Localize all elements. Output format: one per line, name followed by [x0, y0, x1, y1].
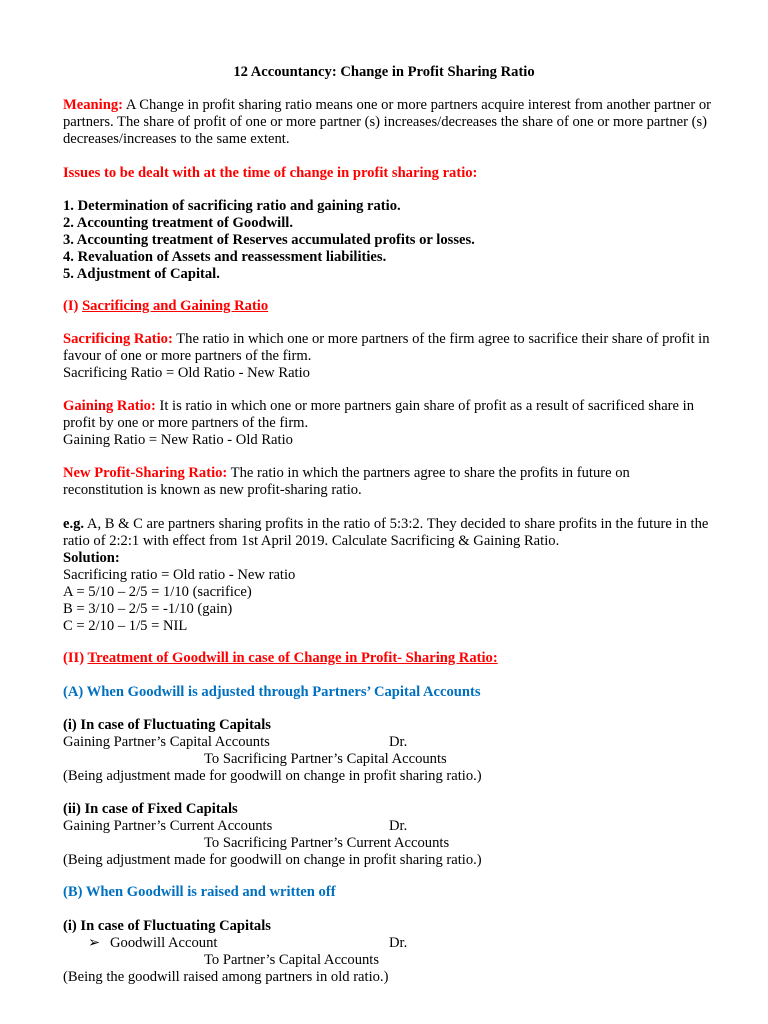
gaining-ratio-text: It is ratio in which one or more partners gain share of profit as a result of sacrificed share in profit by one or more partners of the firm. [63, 398, 695, 431]
dr-label: Dr. [389, 935, 408, 951]
section-1-heading [63, 298, 713, 315]
meaning-paragraph [63, 97, 713, 148]
issues-heading: Issues to be dealt with at the time of change in profit sharing ratio: [63, 165, 478, 181]
gaining-ratio-formula: Gaining Ratio = New Ratio - Old Ratio [63, 432, 293, 448]
issues-item: 2. Accounting treatment of Goodwill. [63, 215, 293, 231]
section-1-number: (I) [63, 298, 79, 314]
example-text: A, B & C are partners sharing profits in the ratio of 5:3:2. They decided to share profits in the future in the ratio of 2:2:1 with effect from 1st April 2019. Calculate Sacrificing & Gaining Ratio. [63, 516, 709, 549]
credit-account: To Partner’s Capital Accounts [204, 952, 380, 968]
credit-account: To Sacrificing Partner’s Capital Accounts [204, 751, 447, 767]
gaining-ratio-label: Gaining Ratio: [63, 398, 156, 414]
issues-item: 4. Revaluation of Assets and reassessment liabilities. [63, 249, 387, 265]
issues-item: 3. Accounting treatment of Reserves accumulated profits or losses. [63, 232, 475, 248]
entry-heading: (ii) In case of Fixed Capitals [63, 801, 238, 817]
new-ratio-text: The ratio in which the partners agree to share the profits in future on reconstitution is known as new profit-sharing ratio. [63, 465, 630, 498]
solution-line: Sacrificing ratio = Old ratio - New ratio [63, 567, 296, 583]
meaning-label: Meaning: [63, 97, 123, 113]
issues-list [63, 198, 713, 283]
solution-line: A = 5/10 – 2/5 = 1/10 (sacrifice) [63, 584, 252, 600]
solution-line: C = 2/10 – 1/5 = NIL [63, 618, 188, 634]
debit-account: Goodwill Account [110, 935, 218, 951]
entry-heading: (i) In case of Fluctuating Capitals [63, 717, 271, 733]
narration: (Being the goodwill raised among partners in old ratio.) [63, 969, 389, 985]
gaining-ratio-block [63, 398, 713, 449]
debit-account: Gaining Partner’s Current Accounts [63, 818, 273, 834]
example-label: e.g. [63, 516, 85, 532]
meaning-text: A Change in profit sharing ratio means one or more partners acquire interest from another partner or partners. The share of profit of one or more partner (s) increases/decreases the share of one or more partner (s) decreases/increases to the same extent. [63, 97, 712, 147]
page-title: 12 Accountancy: Change in Profit Sharing Ratio [233, 64, 535, 80]
journal-entry-fixed [63, 801, 713, 869]
section-2-number: (II) [63, 650, 85, 666]
journal-entry-goodwill-raised [63, 918, 713, 986]
sacrificing-ratio-label: Sacrificing Ratio: [63, 331, 173, 347]
issues-item: 1. Determination of sacrificing ratio and gaining ratio. [63, 198, 401, 214]
section-1-title: Sacrificing and Gaining Ratio [82, 298, 269, 314]
credit-account: To Sacrificing Partner’s Current Accounts [204, 835, 450, 851]
entry-heading: (i) In case of Fluctuating Capitals [63, 918, 271, 934]
section-2-title: Treatment of Goodwill in case of Change in Profit- Sharing Ratio: [87, 650, 498, 666]
part-a-heading: (A) When Goodwill is adjusted through Partners’ Capital Accounts [63, 684, 481, 700]
journal-entry-fluctuating [63, 717, 713, 785]
dr-label: Dr. [389, 818, 408, 834]
sacrificing-ratio-text: The ratio in which one or more partners of the firm agree to sacrifice their share of profit in favour of one or more partners of the firm. [63, 331, 710, 364]
sacrificing-ratio-block [63, 331, 713, 382]
arrow-bullet-icon: ➢ [88, 935, 101, 951]
example-block [63, 516, 713, 635]
section-2-heading [63, 650, 713, 667]
issues-item: 5. Adjustment of Capital. [63, 266, 220, 282]
part-b-heading: (B) When Goodwill is raised and written off [63, 884, 336, 900]
solution-line: B = 3/10 – 2/5 = -1/10 (gain) [63, 601, 233, 617]
sacrificing-ratio-formula: Sacrificing Ratio = Old Ratio - New Ratio [63, 365, 310, 381]
new-ratio-paragraph [63, 465, 713, 499]
dr-label: Dr. [389, 734, 408, 750]
debit-account: Gaining Partner’s Capital Accounts [63, 734, 270, 750]
narration: (Being adjustment made for goodwill on change in profit sharing ratio.) [63, 768, 482, 784]
new-ratio-label: New Profit-Sharing Ratio: [63, 465, 228, 481]
narration: (Being adjustment made for goodwill on change in profit sharing ratio.) [63, 852, 482, 868]
solution-label: Solution: [63, 550, 120, 566]
